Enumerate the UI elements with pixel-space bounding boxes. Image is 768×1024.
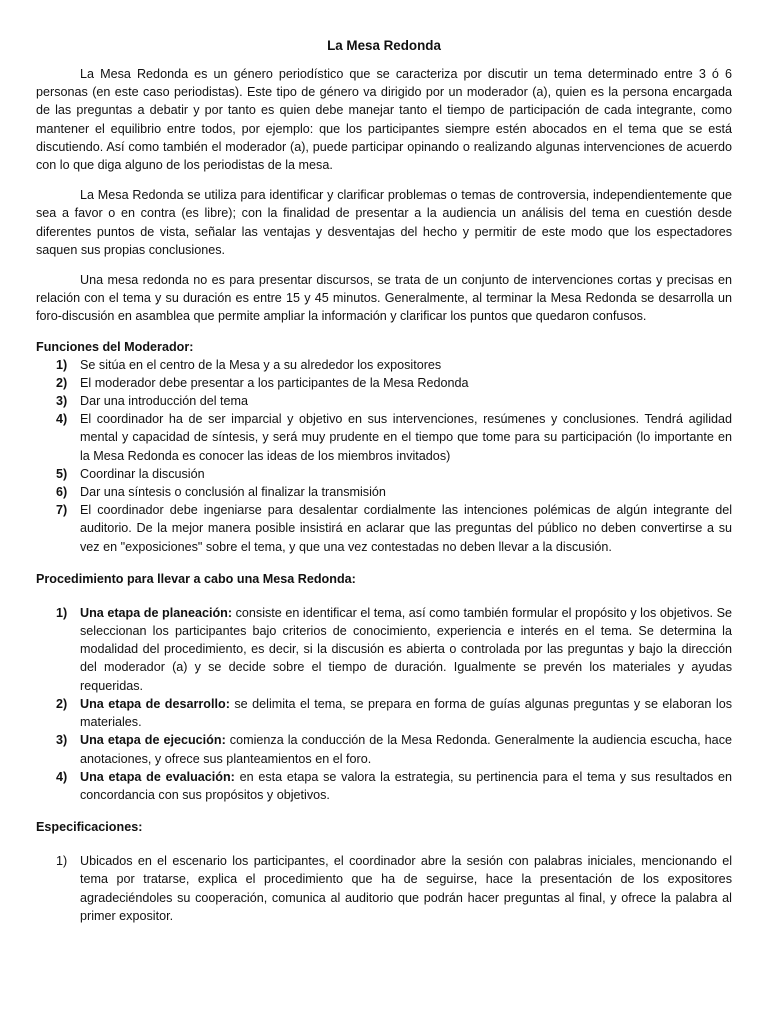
- stage-label: Una etapa de evaluación:: [80, 769, 235, 784]
- list-number: 2): [56, 696, 68, 711]
- spacer: [36, 836, 732, 852]
- moderator-list: [36, 356, 732, 556]
- stage-label: Una etapa de desarrollo:: [80, 696, 230, 711]
- list-text: Se sitúa en el centro de la Mesa y a su alrededor los expositores: [80, 357, 442, 372]
- list-item: [36, 465, 732, 483]
- list-text: Ubicados en el escenario los participantes, el coordinador abre la sesión con palabras iniciales, mencionando el tema por tratarse, explica el procedimiento que ha de seguirse, hace la presentación de los expositores agradeciéndoles su cooperación, comunica al auditorio que podrán hacer preguntas al final, y ofrece la palabra al primer expositor.: [80, 854, 732, 923]
- paragraph-2: La Mesa Redonda se utiliza para identificar y clarificar problemas o temas de controversia, independientemente que sea a favor o en contra (es libre); con la finalidad de presentar a la audiencia un análisis del tema en cuestión desde diferentes puntos de vista, señalar las ventajas y desventajas del hecho y permitir de este modo que los espectadores saquen sus propias conclusiones.: [36, 188, 732, 257]
- paragraph-1: La Mesa Redonda es un género periodístico que se caracteriza por discutir un tema determinado entre 3 ó 6 personas (en este caso periodistas). Este tipo de género va dirigido por un moderador (a), quien es la persona encargada de las preguntas a debatir y por tanto es quien debe manejar tanto el tiempo de participación de cada integrante, como mantener el equilibrio entre todos, por ejemplo: que los participantes siempre estén abocados en el tema que se está discutiendo. Así como también el moderador (a), puede participar opinando o realizando algunas intervenciones de acuerdo con lo que diga alguno de los periodistas de la mesa.: [36, 67, 732, 173]
- list-number: 4): [56, 769, 68, 784]
- spacer: [36, 588, 732, 604]
- stage-label: Una etapa de planeación:: [80, 605, 233, 620]
- list-text: se delimita el tema, se prepara en forma de guías algunas preguntas y se elaboran los materiales.: [80, 696, 733, 730]
- list-number: 6): [56, 485, 68, 500]
- list-text: El coordinador ha de ser imparcial y objetivo en sus intervenciones, resúmenes y conclusiones. Tendrá agilidad mental y capacidad de síntesis, y será muy prudente en el tiempo que tome para su participación (lo importante en la Mesa Redonda es conocer las ideas de los miembros invitados): [80, 412, 732, 463]
- document-title: La Mesa Redonda: [327, 38, 441, 53]
- list-text: Dar una síntesis o conclusión al finalizar la transmisión: [80, 485, 386, 500]
- list-number: 2): [56, 375, 68, 390]
- list-number: 1): [56, 605, 68, 620]
- list-item: [36, 731, 732, 767]
- list-text: El coordinador debe ingeniarse para desalentar cordialmente las intenciones polémicas de algún integrante del auditorio. De la mejor manera posible insistirá en aclarar que las preguntas del público no deben convertirse a su vez en "exposiciones" sobre el tema, y que una vez contestadas no deben llevar a la discusión.: [80, 503, 732, 554]
- list-number: 5): [56, 466, 68, 481]
- procedure-list: [36, 604, 732, 804]
- list-number: 3): [56, 394, 68, 409]
- list-item: [36, 374, 732, 392]
- specs-list: [36, 852, 732, 925]
- list-text: Dar una introducción del tema: [80, 394, 249, 409]
- list-item: [36, 392, 732, 410]
- list-text: en esta etapa se valora la estrategia, su pertinencia para el tema y sus resultados en concordancia con sus propósitos y objetivos.: [80, 769, 732, 802]
- list-text: consiste en identificar el tema, así como también formular el propósito y los objetivos. Se seleccionan los participantes bajo criterios de conocimiento, experiencia e interés en el tema. Se determina la modalidad del procedimiento, es decir, si la discusión es abierta o controlada por las preguntas y bajo la dirección del moderador (a) y se decide sobre el tiempo de duración. Igualmente se prevén los materiales y ayudas requeridas.: [80, 605, 732, 693]
- list-text: El moderador debe presentar a los participantes de la Mesa Redonda: [80, 375, 469, 390]
- list-item: [36, 852, 732, 925]
- list-text: comienza la conducción de la Mesa Redonda. Generalmente la audiencia escucha, hace anotaciones, y ofrece sus planteamientos en el foro.: [80, 733, 732, 766]
- list-number: 4): [56, 412, 68, 427]
- paragraph-3: Una mesa redonda no es para presentar discursos, se trata de un conjunto de intervenciones cortas y precisas en relación con el tema y su duración es entre 15 y 45 minutos. Generalmente, al terminar la Mesa Redonda se desarrolla un foro-discusión en asamblea que permite ampliar la información y clarificar los puntos que quedaron confusos.: [36, 273, 732, 324]
- list-number: 1): [56, 357, 68, 372]
- list-text: Coordinar la discusión: [80, 466, 205, 481]
- list-item: [36, 501, 732, 556]
- moderator-heading: Funciones del Moderador:: [36, 339, 194, 354]
- list-number: 1): [56, 854, 68, 869]
- specs-heading: Especificaciones:: [36, 820, 143, 835]
- list-item: [36, 356, 732, 374]
- list-item: [36, 695, 732, 731]
- list-number: 3): [56, 733, 68, 748]
- list-item: [36, 483, 732, 501]
- stage-label: Una etapa de ejecución:: [80, 733, 226, 748]
- list-item: [36, 604, 732, 695]
- list-number: 7): [56, 503, 68, 518]
- list-item: [36, 410, 732, 465]
- procedure-heading: Procedimiento para llevar a cabo una Mesa Redonda:: [36, 571, 356, 586]
- list-item: [36, 768, 732, 804]
